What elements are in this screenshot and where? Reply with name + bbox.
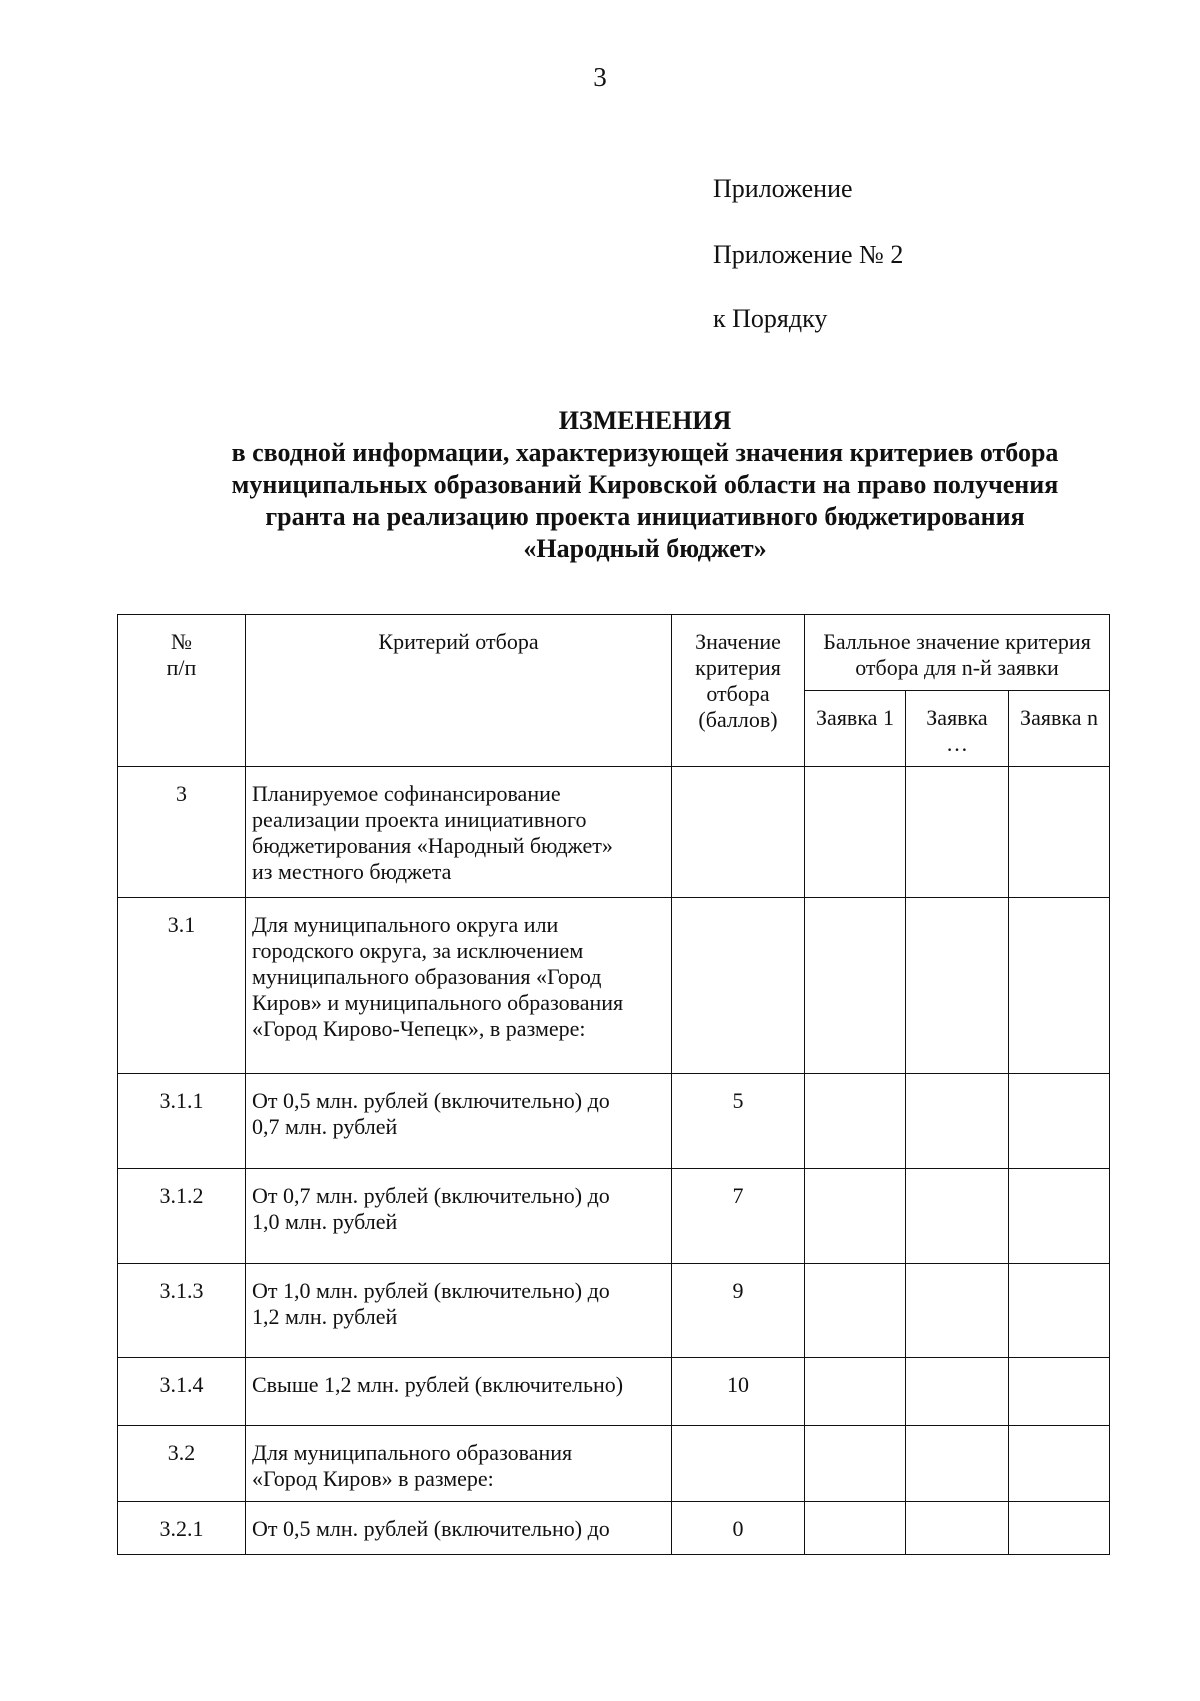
score-cell bbox=[906, 898, 1009, 1074]
score-cell bbox=[805, 767, 906, 898]
row-value: 9 bbox=[672, 1264, 805, 1358]
score-cell bbox=[805, 1502, 906, 1555]
score-cell bbox=[805, 898, 906, 1074]
header-value: Значение критерия отбора (баллов) bbox=[672, 615, 805, 767]
row-number: 3 bbox=[118, 767, 246, 898]
table-row bbox=[118, 898, 1110, 1074]
heading-line-4: «Народный бюджет» bbox=[523, 534, 767, 563]
row-criterion: От 0,5 млн. рублей (включительно) до 0,7 млн. рублей bbox=[246, 1074, 672, 1169]
table-row bbox=[118, 1502, 1110, 1555]
heading-line-2: муниципальных образований Кировской области на право получения bbox=[231, 470, 1059, 499]
row-value bbox=[672, 1426, 805, 1502]
score-cell bbox=[906, 1426, 1009, 1502]
score-cell bbox=[805, 1169, 906, 1264]
row-value bbox=[672, 898, 805, 1074]
row-criterion: Свыше 1,2 млн. рублей (включительно) bbox=[246, 1358, 672, 1426]
table-row bbox=[118, 1264, 1110, 1358]
score-cell bbox=[906, 767, 1009, 898]
row-value: 10 bbox=[672, 1358, 805, 1426]
score-cell bbox=[805, 1358, 906, 1426]
criteria-table bbox=[117, 614, 1110, 1555]
row-number: 3.1.2 bbox=[118, 1169, 246, 1264]
table-row bbox=[118, 1074, 1110, 1169]
header-num: № п/п bbox=[118, 615, 246, 767]
row-criterion: От 1,0 млн. рублей (включительно) до 1,2 млн. рублей bbox=[246, 1264, 672, 1358]
row-number: 3.1.1 bbox=[118, 1074, 246, 1169]
row-value bbox=[672, 767, 805, 898]
table-header-row bbox=[118, 615, 1110, 691]
header-application-mid: Заявка … bbox=[906, 691, 1009, 767]
document-heading bbox=[150, 405, 1140, 565]
row-criterion: Планируемое софинансирование реализации проекта инициативного бюджетирования «Народный бюджет» из местного бюджета bbox=[246, 767, 672, 898]
row-number: 3.2.1 bbox=[118, 1502, 246, 1555]
score-cell bbox=[1009, 898, 1110, 1074]
score-cell bbox=[906, 1502, 1009, 1555]
row-value: 5 bbox=[672, 1074, 805, 1169]
score-cell bbox=[906, 1264, 1009, 1358]
row-criterion: Для муниципального образования «Город Киров» в размере: bbox=[246, 1426, 672, 1502]
score-cell bbox=[1009, 767, 1110, 898]
score-cell bbox=[1009, 1074, 1110, 1169]
table-row bbox=[118, 1169, 1110, 1264]
row-number: 3.1.3 bbox=[118, 1264, 246, 1358]
score-cell bbox=[805, 1264, 906, 1358]
score-cell bbox=[906, 1169, 1009, 1264]
heading-line-3: гранта на реализацию проекта инициативного бюджетирования bbox=[265, 502, 1025, 531]
row-value: 0 bbox=[672, 1502, 805, 1555]
score-cell bbox=[1009, 1264, 1110, 1358]
header-application-n: Заявка n bbox=[1009, 691, 1110, 767]
row-criterion: Для муниципального округа или городского округа, за исключением муниципального образования «Город Киров» и муниципального образования «Город Кирово-Чепецк», в размере: bbox=[246, 898, 672, 1074]
score-cell bbox=[1009, 1426, 1110, 1502]
heading-line-1: в сводной информации, характеризующей значения критериев отбора bbox=[231, 438, 1059, 467]
score-cell bbox=[1009, 1502, 1110, 1555]
table-row bbox=[118, 767, 1110, 898]
score-cell bbox=[1009, 1358, 1110, 1426]
header-application-1: Заявка 1 bbox=[805, 691, 906, 767]
row-criterion: От 0,7 млн. рублей (включительно) до 1,0 млн. рублей bbox=[246, 1169, 672, 1264]
table-row bbox=[118, 1426, 1110, 1502]
score-cell bbox=[1009, 1169, 1110, 1264]
header-criterion: Критерий отбора bbox=[246, 615, 672, 767]
row-number: 3.1.4 bbox=[118, 1358, 246, 1426]
table-row bbox=[118, 1358, 1110, 1426]
appendix-label: Приложение bbox=[713, 174, 853, 203]
score-cell bbox=[805, 1074, 906, 1169]
appendix-number: Приложение № 2 bbox=[713, 240, 904, 269]
row-criterion: От 0,5 млн. рублей (включительно) до bbox=[246, 1502, 672, 1555]
row-value: 7 bbox=[672, 1169, 805, 1264]
page-number: 3 bbox=[593, 62, 607, 92]
row-number: 3.1 bbox=[118, 898, 246, 1074]
heading-title: ИЗМЕНЕНИЯ bbox=[558, 406, 732, 435]
appendix-reference: к Порядку bbox=[713, 304, 828, 333]
score-cell bbox=[906, 1358, 1009, 1426]
header-score-group: Балльное значение критерия отбора для n-й заявки bbox=[805, 615, 1110, 691]
score-cell bbox=[805, 1426, 906, 1502]
row-number: 3.2 bbox=[118, 1426, 246, 1502]
score-cell bbox=[906, 1074, 1009, 1169]
